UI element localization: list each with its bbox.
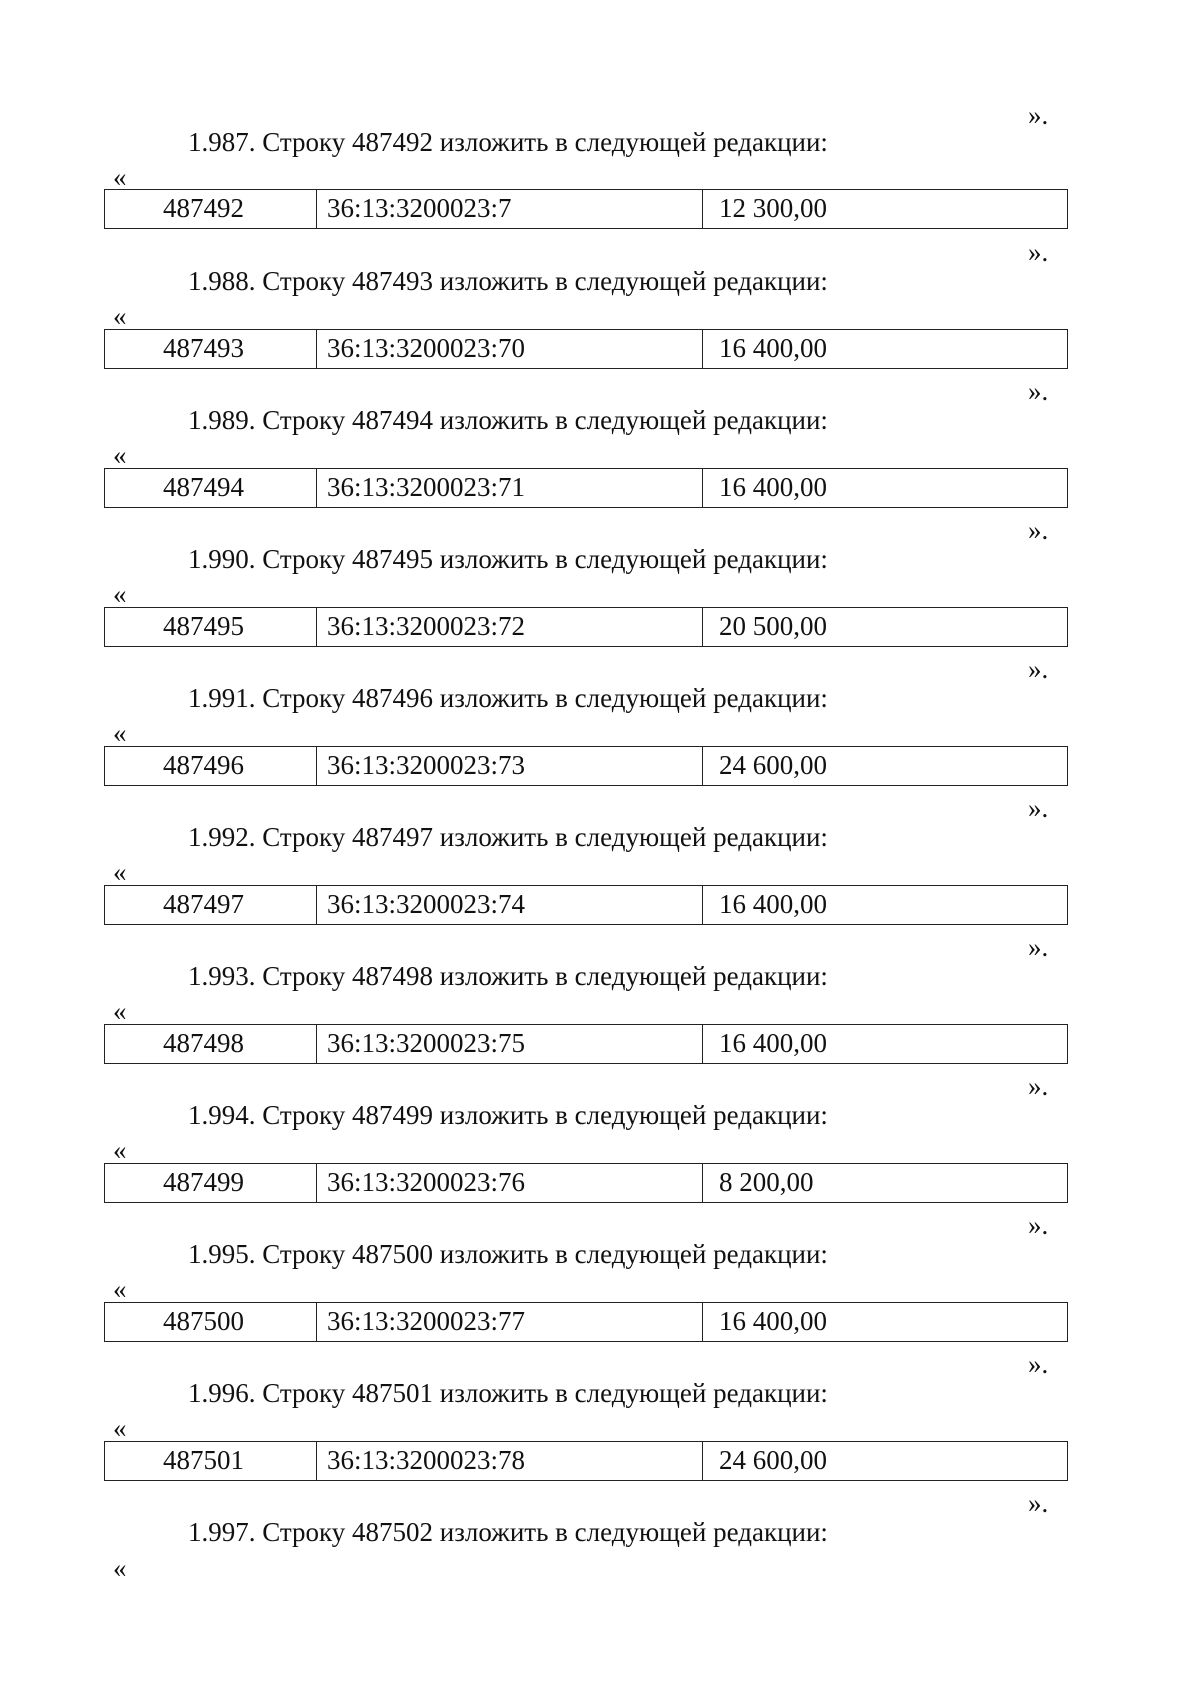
value-cell: 16 400,00 xyxy=(719,333,827,363)
row-number-cell: 487501 xyxy=(105,1442,317,1480)
value-cell: 16 400,00 xyxy=(719,1306,827,1336)
table-row xyxy=(104,885,1068,925)
table-row xyxy=(104,189,1068,229)
amendment-instruction: 1.996. Строку 487501 изложить в следующей редакции: xyxy=(188,1378,828,1408)
table-row xyxy=(104,607,1068,647)
cadastral-number-cell: 36:13:3200023:72 xyxy=(317,608,703,646)
cadastral-number-cell: 36:13:3200023:78 xyxy=(317,1442,703,1480)
row-number-cell: 487495 xyxy=(105,608,317,646)
amendment-instruction: 1.991. Строку 487496 изложить в следующей редакции: xyxy=(188,683,828,713)
amendment-instruction: 1.994. Строку 487499 изложить в следующей редакции: xyxy=(188,1100,828,1130)
row-number-cell: 487500 xyxy=(105,1303,317,1341)
open-quote: « xyxy=(113,857,127,887)
cadastral-number-cell: 36:13:3200023:70 xyxy=(317,330,703,368)
close-quote: ». xyxy=(1028,1210,1049,1240)
amendment-instruction: 1.992. Строку 487497 изложить в следующей редакции: xyxy=(188,822,828,852)
value-cell: 20 500,00 xyxy=(719,611,827,641)
open-quote: « xyxy=(113,1135,127,1165)
cadastral-number-cell: 36:13:3200023:74 xyxy=(317,886,703,924)
table-row xyxy=(104,329,1068,369)
row-number-cell: 487497 xyxy=(105,886,317,924)
table-row xyxy=(104,746,1068,786)
row-number-cell: 487492 xyxy=(105,190,317,228)
amendment-instruction: 1.993. Строку 487498 изложить в следующей редакции: xyxy=(188,961,828,991)
row-number-cell: 487498 xyxy=(105,1025,317,1063)
close-quote: ». xyxy=(1028,793,1049,823)
open-quote: « xyxy=(113,996,127,1026)
open-quote: « xyxy=(113,440,127,470)
value-cell: 16 400,00 xyxy=(719,1028,827,1058)
open-quote: « xyxy=(113,1274,127,1304)
row-number-cell: 487493 xyxy=(105,330,317,368)
open-quote: « xyxy=(113,1553,127,1583)
close-quote: ». xyxy=(1028,932,1049,962)
row-number-cell: 487499 xyxy=(105,1164,317,1202)
amendment-instruction: 1.997. Строку 487502 изложить в следующей редакции: xyxy=(188,1517,828,1547)
open-quote: « xyxy=(113,1413,127,1443)
close-quote: ». xyxy=(1028,100,1049,130)
close-quote: ». xyxy=(1028,1071,1049,1101)
close-quote: ». xyxy=(1028,1488,1049,1518)
value-cell: 24 600,00 xyxy=(719,750,827,780)
close-quote: ». xyxy=(1028,237,1049,267)
amendment-instruction: 1.995. Строку 487500 изложить в следующей редакции: xyxy=(188,1239,828,1269)
open-quote: « xyxy=(113,718,127,748)
open-quote: « xyxy=(113,579,127,609)
value-cell: 12 300,00 xyxy=(719,193,827,223)
open-quote: « xyxy=(113,162,127,192)
close-quote: ». xyxy=(1028,1349,1049,1379)
close-quote: ». xyxy=(1028,376,1049,406)
cadastral-number-cell: 36:13:3200023:71 xyxy=(317,469,703,507)
open-quote: « xyxy=(113,301,127,331)
value-cell: 24 600,00 xyxy=(719,1445,827,1475)
table-row xyxy=(104,1024,1068,1064)
value-cell: 8 200,00 xyxy=(719,1167,814,1197)
cadastral-number-cell: 36:13:3200023:76 xyxy=(317,1164,703,1202)
table-row xyxy=(104,468,1068,508)
table-row xyxy=(104,1302,1068,1342)
value-cell: 16 400,00 xyxy=(719,889,827,919)
table-row xyxy=(104,1441,1068,1481)
amendment-instruction: 1.990. Строку 487495 изложить в следующей редакции: xyxy=(188,544,828,574)
cadastral-number-cell: 36:13:3200023:7 xyxy=(317,190,703,228)
close-quote: ». xyxy=(1028,515,1049,545)
amendment-instruction: 1.988. Строку 487493 изложить в следующей редакции: xyxy=(188,266,828,296)
table-row xyxy=(104,1163,1068,1203)
row-number-cell: 487494 xyxy=(105,469,317,507)
value-cell: 16 400,00 xyxy=(719,472,827,502)
cadastral-number-cell: 36:13:3200023:77 xyxy=(317,1303,703,1341)
cadastral-number-cell: 36:13:3200023:75 xyxy=(317,1025,703,1063)
cadastral-number-cell: 36:13:3200023:73 xyxy=(317,747,703,785)
amendment-instruction: 1.987. Строку 487492 изложить в следующей редакции: xyxy=(188,127,828,157)
close-quote: ». xyxy=(1028,654,1049,684)
row-number-cell: 487496 xyxy=(105,747,317,785)
amendment-instruction: 1.989. Строку 487494 изложить в следующей редакции: xyxy=(188,405,828,435)
